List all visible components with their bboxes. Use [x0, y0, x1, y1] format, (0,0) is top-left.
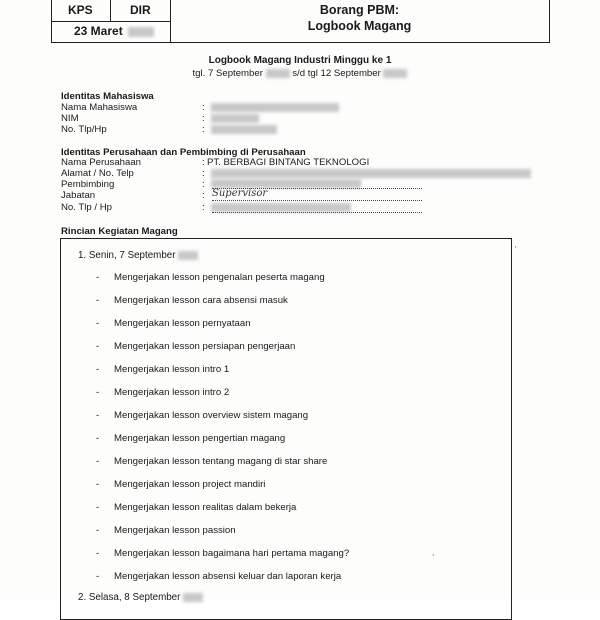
- dash: -: [96, 456, 100, 467]
- dotted-line: [212, 211, 422, 213]
- dash: -: [96, 525, 100, 536]
- margin-mark: ,: [432, 548, 435, 557]
- dash: -: [96, 502, 100, 513]
- header-title-1: Borang PBM:: [319, 3, 400, 17]
- period-to: tgl 12 September: [307, 68, 381, 79]
- redacted-value: [211, 125, 277, 134]
- field-colon: :: [202, 202, 205, 213]
- day-heading: [78, 250, 198, 261]
- field-label: Alamat / No. Telp: [61, 168, 134, 179]
- header-divider: [52, 21, 170, 22]
- redacted-value: [211, 169, 531, 178]
- field-label: Pembimbing: [61, 179, 115, 190]
- dash: -: [96, 479, 100, 490]
- list-item-text: Mengerjakan lesson passion: [114, 525, 236, 536]
- details-section-title: Rincian Kegiatan Magang: [61, 226, 178, 237]
- day-label: 1. Senin, 7 September: [78, 250, 176, 261]
- field-colon: :: [202, 168, 205, 179]
- header-dir: DIR: [130, 3, 151, 17]
- field-label: No. Tlp/Hp: [61, 124, 107, 135]
- handwritten-position: Supervisor: [212, 188, 268, 199]
- dash: -: [96, 433, 100, 444]
- header-table: [51, 0, 550, 43]
- dash: -: [96, 548, 100, 559]
- dash: -: [96, 410, 100, 421]
- list-item-text: Mengerjakan lesson bagaimana hari pertama magang?: [114, 548, 350, 559]
- field-colon: :: [202, 179, 205, 190]
- dash: -: [96, 571, 100, 582]
- student-section-title: Identitas Mahasiswa: [61, 91, 154, 102]
- dash: -: [96, 318, 100, 329]
- dash: -: [96, 272, 100, 283]
- list-item-text: Mengerjakan lesson pengertian magang: [114, 433, 286, 444]
- header-kps: KPS: [68, 3, 93, 17]
- list-item-text: Mengerjakan lesson pengenalan peserta magang: [114, 272, 325, 283]
- period-sd: s/d: [292, 68, 306, 79]
- header-divider: [110, 0, 111, 21]
- day-label: 2. Selasa, 8 September: [78, 592, 181, 603]
- logbook-period: [0, 68, 600, 79]
- field-colon: :: [202, 102, 205, 113]
- dotted-line: [212, 199, 422, 201]
- dash: -: [96, 364, 100, 375]
- list-item-text: Mengerjakan lesson persiapan pengerjaan: [114, 341, 296, 352]
- dash: -: [96, 295, 100, 306]
- field-label: Nama Perusahaan: [61, 157, 141, 168]
- field-label: No. Tlp / Hp: [61, 202, 113, 213]
- redacted-year: [183, 593, 203, 602]
- list-item-text: Mengerjakan lesson pernyataan: [114, 318, 251, 329]
- dash: -: [96, 387, 100, 398]
- list-item-text: Mengerjakan lesson intro 2: [114, 387, 230, 398]
- list-item-text: Mengerjakan lesson intro 1: [114, 364, 230, 375]
- redacted-year: [178, 251, 198, 260]
- list-item-text: Mengerjakan lesson realitas dalam bekerja: [114, 502, 297, 513]
- day-heading: [78, 592, 203, 603]
- field-label: NIM: [61, 113, 79, 124]
- field-colon: :: [202, 157, 205, 168]
- redacted-year: [128, 27, 154, 37]
- company-name-value: PT. BERBAGI BINTANG TEKNOLOGI: [207, 157, 370, 168]
- list-item-text: Mengerjakan lesson cara absensi masuk: [114, 295, 288, 306]
- field-colon: :: [202, 190, 205, 201]
- field-colon: :: [202, 124, 205, 135]
- list-item-text: Mengerjakan lesson project mandiri: [114, 479, 266, 490]
- redacted-year: [383, 69, 407, 78]
- redacted-value: [211, 103, 339, 112]
- field-colon: :: [202, 113, 205, 124]
- field-label: Nama Mahasiswa: [61, 102, 138, 113]
- header-date-cell: [74, 24, 154, 38]
- dash: -: [96, 341, 100, 352]
- list-item-text: Mengerjakan lesson tentang magang di star share: [114, 456, 328, 467]
- redacted-value: [211, 114, 259, 123]
- period-from: tgl. 7 September: [192, 68, 263, 79]
- company-section-title: Identitas Perusahaan dan Pembimbing di Perusahaan: [61, 147, 306, 158]
- logbook-title: Logbook Magang Industri Minggu ke 1: [208, 55, 392, 66]
- header-date: 23 Maret: [74, 24, 123, 38]
- list-item-text: Mengerjakan lesson overview sistem magang: [114, 410, 309, 421]
- margin-mark: ': [515, 245, 517, 254]
- header-title-2: Logbook Magang: [307, 19, 412, 33]
- redacted-year: [266, 69, 290, 78]
- list-item-text: Mengerjakan lesson absensi keluar dan laporan kerja: [114, 571, 342, 582]
- field-label: Jabatan: [61, 190, 96, 201]
